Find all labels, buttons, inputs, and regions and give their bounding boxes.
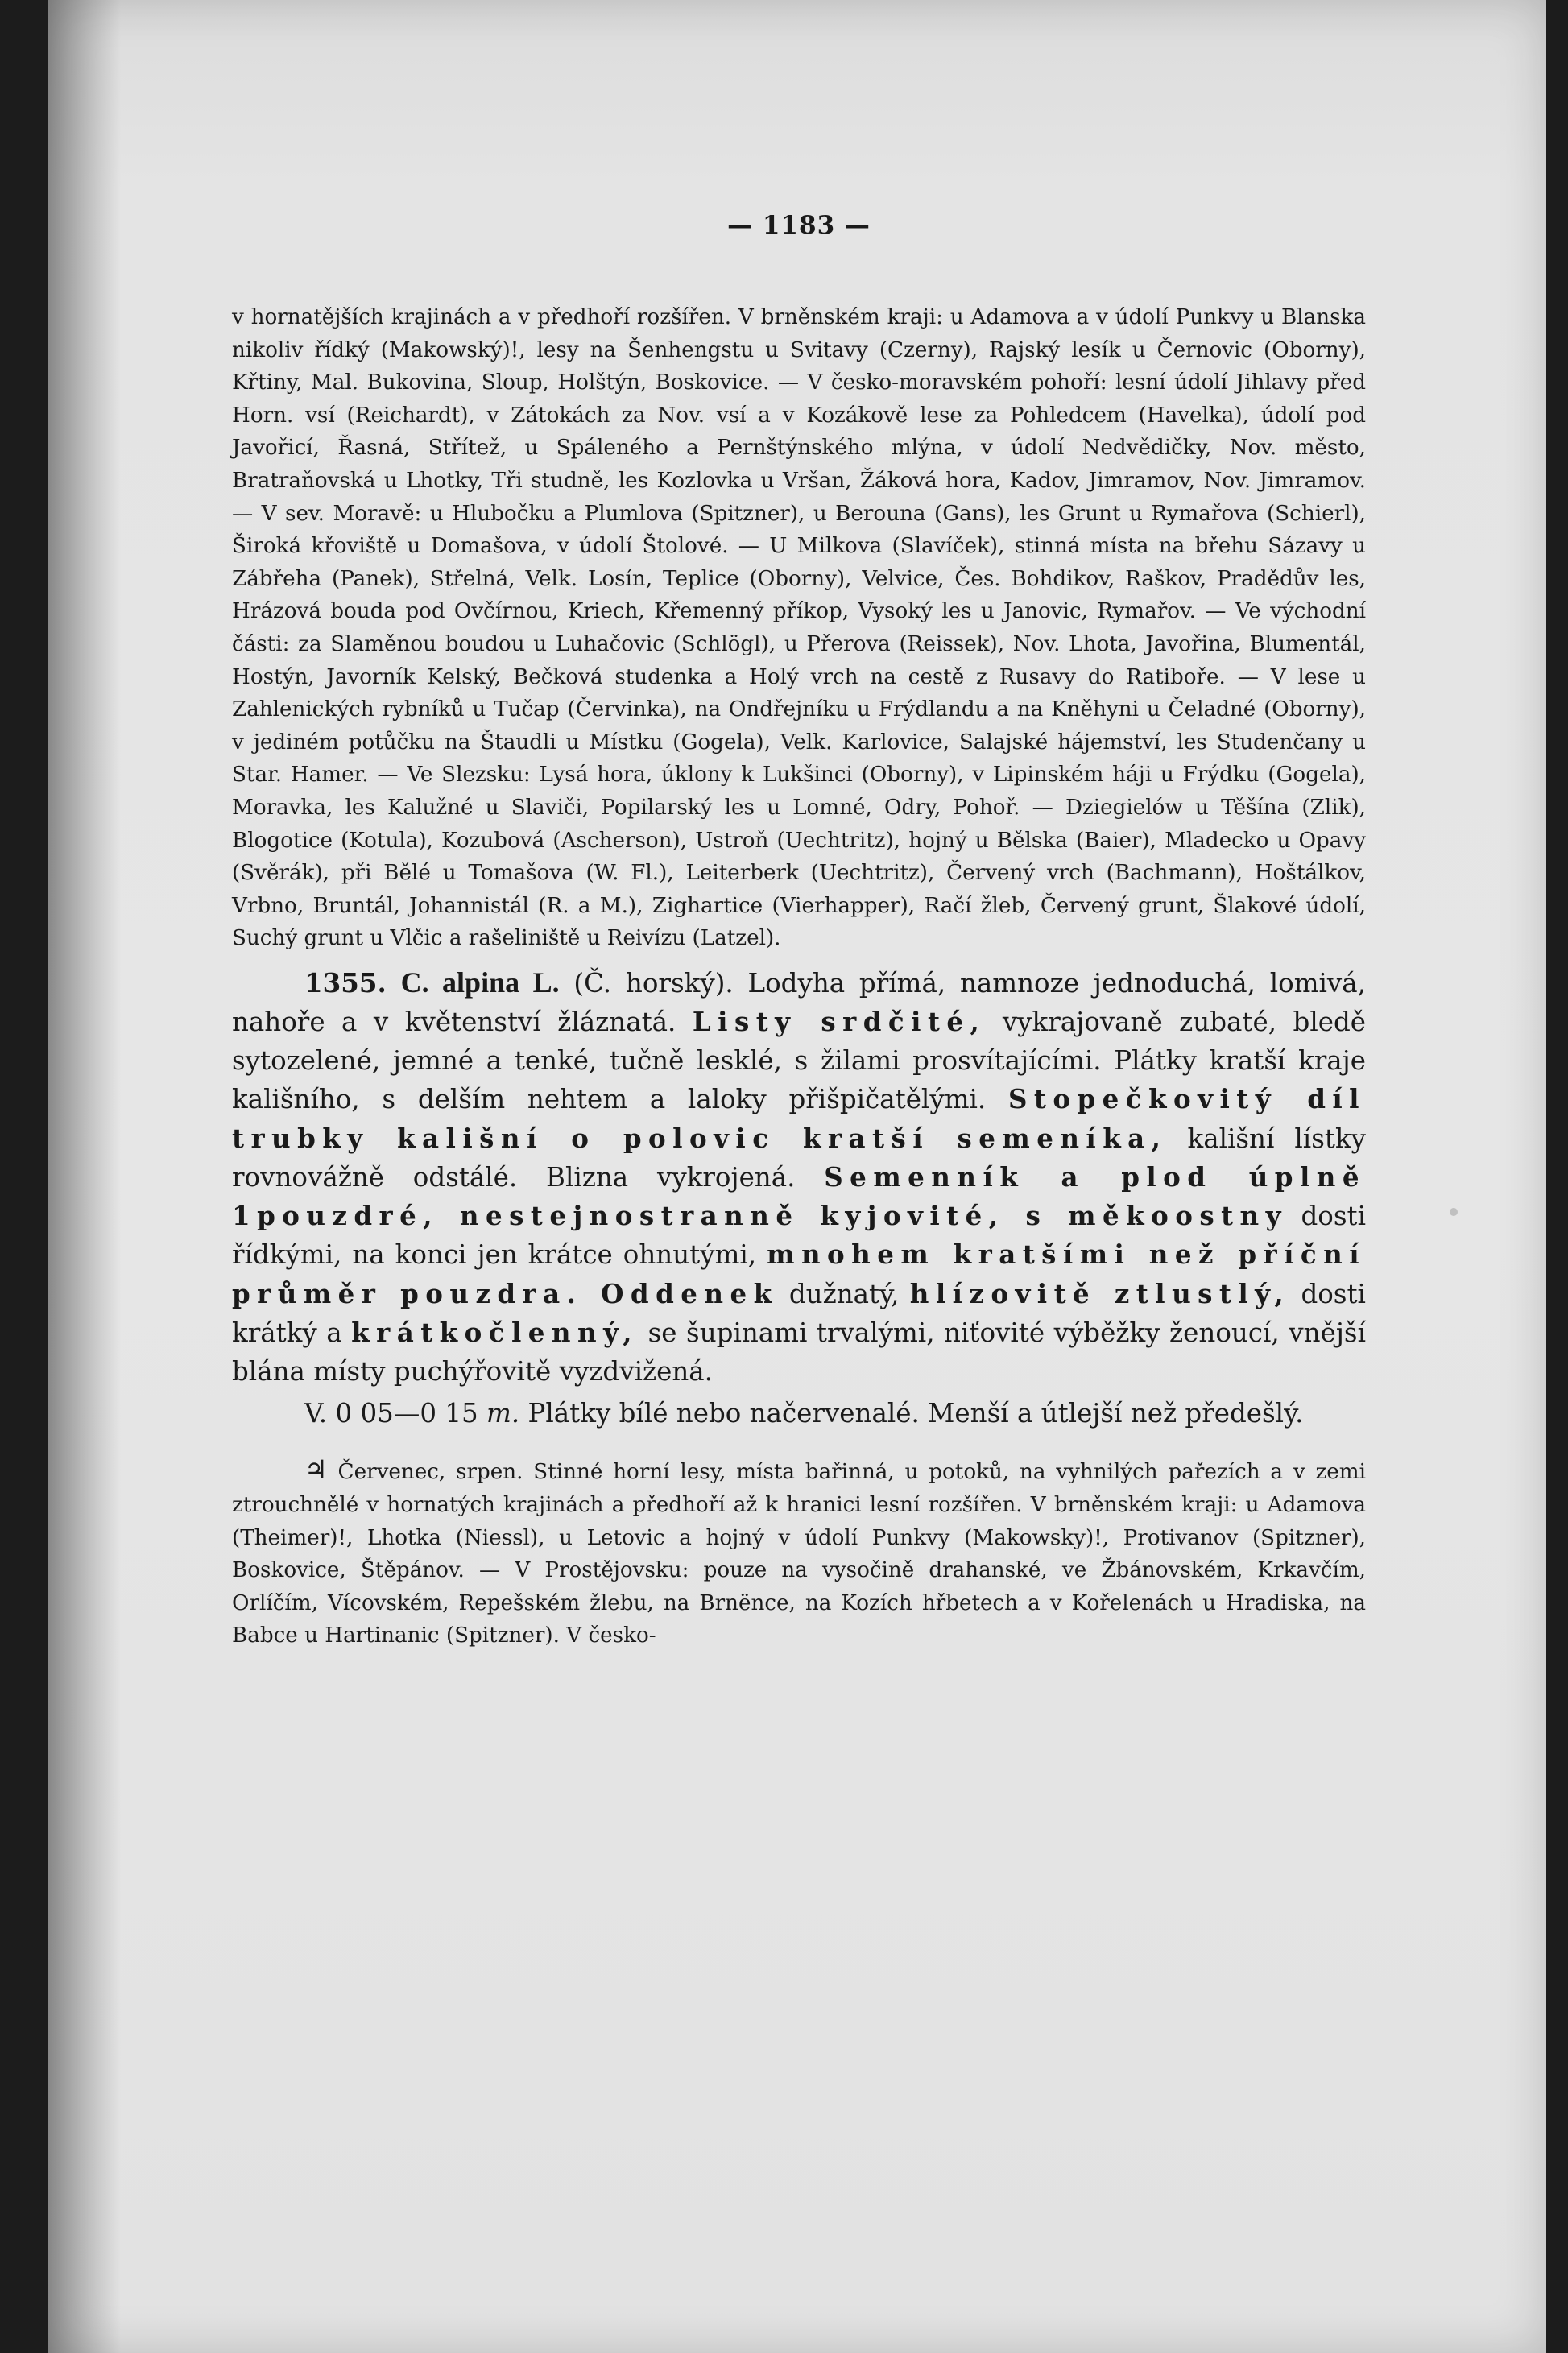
species-number: 1355. [304, 966, 387, 999]
spaced-part-5: hlízovitě ztlustlý, [909, 1277, 1291, 1309]
spaced-part-1: Listy srdčité, [692, 1006, 987, 1038]
page-number: — 1183 — [727, 211, 871, 240]
localities-paragraph: v hornatějších krajinách a v předhoří rozšířen. V brněnském kraji: u Adamova a v údolí Punkvy u Blanska nikoliv řídký (Makowský)!, lesy na Šenhengstu u Svitavy (Czerny), Rajský lesík u Černovic (Oborny), Křtiny, Mal. Bukovina, Sloup, Holštýn, Boskovice. — V česko-moravském pohoří: lesní údolí Jihlavy před Horn. vsí (Reichardt), v Zátokách za Nov. vsí a v Kozákově lese za Pohledcem (Havelka), údolí pod Javořicí, Řasná, Střítež, u Spáleného a Pernštýnského mlýna, v údolí Nedvědičky, Nov. město, Bratraňovská u Lhotky, Tři studně, les Kozlovka u Vršan, Žáková hora, Kadov, Jimramov, Nov. Jimramov. — V sev. Moravě: u Hlubočku a Plumlova (Spitzner), u Berouna (Gans), les Grunt u Rymařova (Schierl), Široká křoviště u Domašova, v údolí Štolové. — U Milkova (Slavíček), stinná místa na břehu Sázavy u Zábřeha (Panek), Střelná, Velk. Losín, Teplice (Oborny), Velvice, Čes. Bohdikov, Raškov, Pradědův les, Hrázová bouda pod Ovčírnou, Kriech, Křemenný příkop, Vysoký les u Janovic, Rymařov. — Ve východní části: za Slaměnou boudou u Luhačovic (Schlögl), u Přerova (Reissek), Nov. Lhota, Javořina, Blumentál, Hostýn, Javorník Kelský, Bečková studenka a Holý vrch na cestě z Rusavy do Ratiboře. — V lese u Zahlenických rybníků u Tučap (Červinka), na Ondřejníku u Frýdlandu a na Kněhyni u Čeladné (Oborny), v jediném potůčku na Štaudli u Místku (Gogela), Velk. Karlovice, Salajské hájemství, les Studenčany u Star. Hamer. — Ve Slezsku: Lysá hora, úklony k Lukšinci (Oborny), v Lipinském háji u Frýdku (Gogela), Moravka, les Kalužné u Slaviči, Popilarský les u Lomné, Odry, Pohoř. — Dziegielów u Těšína (Zlik), Blogotice (Kotula), Kozubová (Ascherson), Ustroň (Uechtritz), hojný u Bělska (Baier), Mladecko u Opavy (Svěrák), při Bělé u Tomašova (W. Fl.), Leiterberk (Uechtritz), Červený vrch (Bachmann), Hoštálkov, Vrbno, Bruntál, Johannistál (R. a M.), Zighartice (Vierhapper), Račí žleb, Červený grunt, Šlakové údolí, Suchý grunt u Vlčic a rašeliniště u Reivízu (Latzel). [232, 305, 1366, 951]
species-description [232, 963, 1366, 1391]
species-common-name: (Č. horský). [573, 967, 734, 999]
spaced-part-3: Semenník a plod úplně 1pouzdré, nestejnostranně kyjovité, s měkoostny [232, 1160, 1366, 1232]
measure-value: 0 05—0 15 [335, 1398, 478, 1429]
desc-part-6: dosti krátký a [232, 1278, 1366, 1348]
desc-part-3: kališní lístky rovnovážně odstálé. Blizna vykrojená. [232, 1123, 1366, 1193]
text-block [232, 211, 1366, 1652]
measure-unit: m. [486, 1398, 520, 1429]
measure-label: V. [304, 1398, 328, 1429]
desc-part-1: Lodyha přímá, namnoze jednoduchá, lomivá, nahoře a v květenství žláznatá. [232, 967, 1366, 1038]
desc-part-7: se šupinami trvalými, niťovité výběžky ženoucí, vnější blána místy puchýřovitě vyzdvižená. [232, 1317, 1366, 1387]
phenology-paragraph [232, 1454, 1366, 1652]
spaced-part-4: mnohem kratšími než příční průměr pouzdra. Oddenek [232, 1239, 1367, 1309]
species-name: C. alpina L. [400, 966, 560, 999]
book-page [48, 0, 1546, 2353]
spaced-part-2: Stopečkovitý díl trubky kališní o polovic kratší semeníka, [232, 1083, 1366, 1154]
desc-part-2: vykrajovaně zubaté, bledě sytozelené, jemné a tenké, tučně lesklé, s žilami prosvítajícími. Plátky kratší kraje kališního, s delším nehtem a laloky přišpičatělými. [232, 1007, 1366, 1115]
desc-part-4: dosti řídkými, na konci jen krátce ohnutými, [232, 1201, 1366, 1271]
desc-part-5: dužnatý, [788, 1278, 900, 1309]
measurement-line [232, 1394, 1366, 1433]
phenology-text: Červenec, srpen. Stinné horní lesy, místa bařinná, u potoků, na vyhnilých pařezích a v zemi ztrouchnělé v hornatých krajinách a předhoří až k hranici lesní rozšířen. V brněnském kraji: u Adamova (Theimer)!, Lhotka (Niessl), u Letovic a hojný v údolí Punkvy (Makowsky)!, Protivanov (Spitzner), Boskovice, Štěpánov. — V Prostějovsku: pouze na vysočině drahanské, ve Žbánovském, Krkavčím, Orlíčím, Vícovském, Repešském žlebu, na Brnënce, na Kozích hřbetech a v Kořelenách u Hradiska, na Babce u Hartinanic (Spitzner). V česko- [232, 1460, 1366, 1648]
gutter-shadow [48, 0, 121, 2353]
paper-speck [1450, 1208, 1458, 1216]
perennial-symbol-icon: ♃ [304, 1454, 328, 1486]
measure-rest: Plátky bílé nebo načervenalé. Menší a útlejší než předešlý. [527, 1398, 1304, 1429]
spaced-part-6: krátkočlenný, [351, 1316, 639, 1348]
